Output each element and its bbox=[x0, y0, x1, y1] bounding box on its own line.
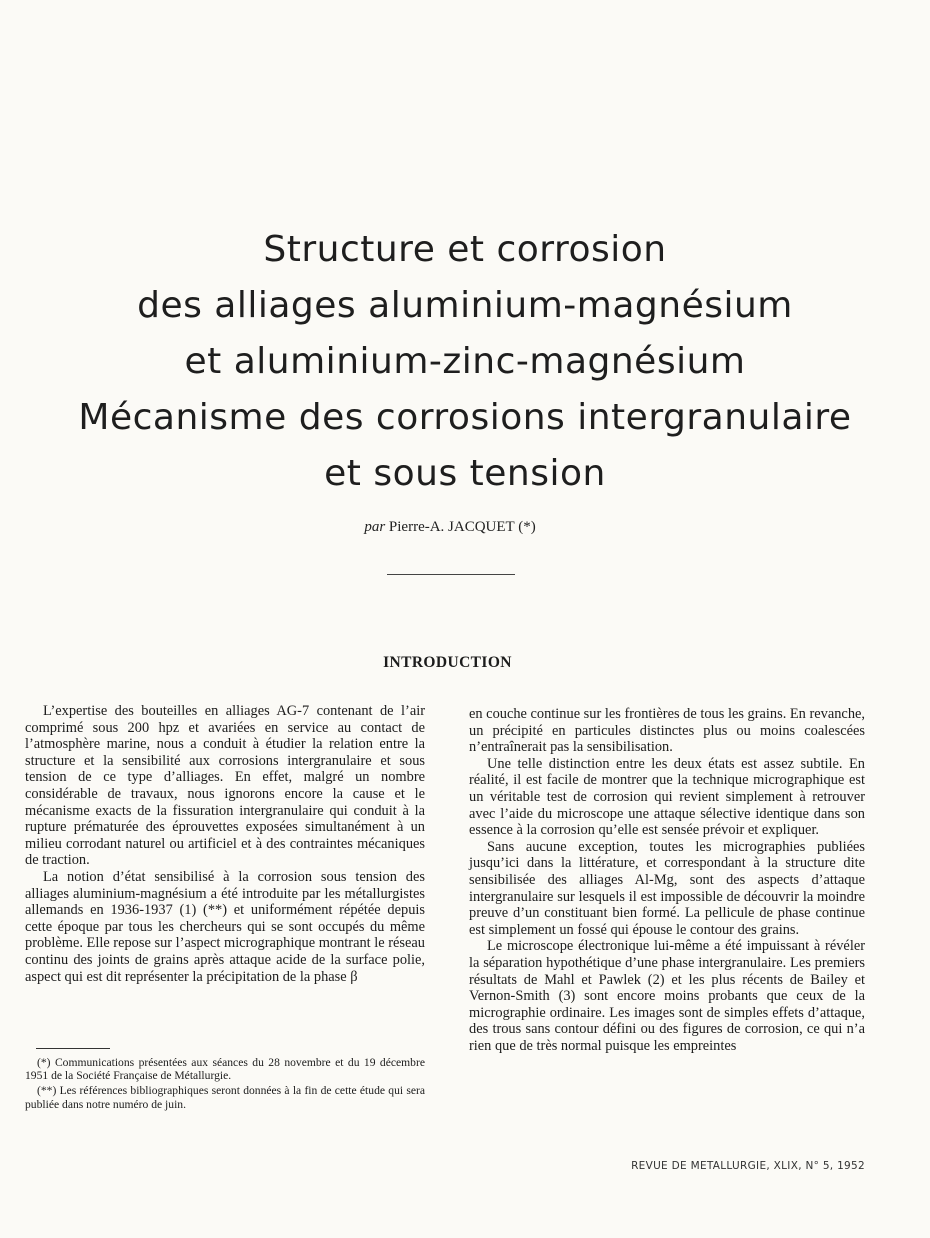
right-column bbox=[469, 706, 865, 1054]
title-line: Structure et corrosion bbox=[263, 229, 667, 270]
paragraph: La notion d’état sensibilisé à la corrosion sous tension des alliages aluminium-magnésium a été introduite par les métallurgistes allemands en 1936-1937 (1) (**) et uniformément répétée depuis cette époque par tous les chercheurs qui se sont occupés du même problème. Elle repose sur l’aspect micrographique montrant le réseau continu des joints de grains après attaque acide de la surface polie, aspect qui est dit représenter la précipitation de la phase β bbox=[25, 868, 425, 985]
article-title bbox=[0, 222, 930, 502]
paragraph: Sans aucune exception, toutes les micrographies publiées jusqu’ici dans la littérature, et correspondant à la structure dite sensibilisée des alliages Al-Mg, sont des aspects d’attaque intergranulaire sur lesquels il est impossible de découvrir la moindre preuve d’un constituant bien formé. La pellicule de phase continue est simplement un fossé qui épouse le contour des grains. bbox=[469, 838, 865, 938]
title-line: et aluminium-zinc-magnésium bbox=[184, 341, 746, 382]
left-column bbox=[25, 703, 425, 985]
footnote: (*) Communications présentées aux séances du 28 novembre et du 19 décembre 1951 de la Société Française de Métallurgie. bbox=[25, 1056, 425, 1083]
author-name: Pierre-A. JACQUET (*) bbox=[388, 519, 536, 535]
paragraph: Une telle distinction entre les deux états est assez subtile. En réalité, il est facile de montrer que la technique micrographique est un véritable test de corrosion qui revient simplement à retrouver avec l’aide du microscope une attaque sélective identique dans son essence à la corrosion qu’elle est sensée prévoir et expliquer. bbox=[469, 755, 865, 839]
paragraph: Le microscope électronique lui-même a été impuissant à révéler la séparation hypothétique d’une phase intergranulaire. Les premiers résultats de Mahl et Pawlek (2) et les plus récents de Bailey et Vernon-Smith (3) sont encore moins probants que ceux de la micrographie ordinaire. Les images sont de simples effets d’attaque, des trous sans contour défini ou des figures de corrosion, ce qui n’a rien que de très normal puisque les empreintes bbox=[469, 938, 865, 1054]
section-heading: INTRODUCTION bbox=[383, 654, 512, 671]
title-divider bbox=[387, 574, 515, 575]
byline bbox=[0, 519, 900, 536]
title-line: Mécanisme des corrosions intergranulaire bbox=[78, 397, 852, 438]
title-line: et sous tension bbox=[324, 453, 606, 494]
paragraph: L’expertise des bouteilles en alliages AG-7 contenant de l’air comprimé sous 200 hpz et avariées en service au contact de l’atmosphère marine, nous a conduit à étudier la relation entre la structure et la sensibilité aux corrosions intergranulaire et sous tension de ce type d’alliages. En effet, malgré un nombre considérable de travaux, nous ignorons encore la cause et le mécanisme exacts de la fissuration intergranulaire qui conduit à la rupture prématurée des éprouvettes exposées simultanément à un milieu corrodant naturel ou artificiel et à des contraintes mécaniques de traction. bbox=[25, 703, 425, 869]
title-line: des alliages aluminium-magnésium bbox=[137, 285, 793, 326]
byline-prefix: par bbox=[364, 519, 386, 535]
footnote: (**) Les références bibliographiques seront données à la fin de cette étude qui sera publiée dans notre numéro de juin. bbox=[25, 1084, 425, 1111]
paragraph: en couche continue sur les frontières de tous les grains. En revanche, un précipité en particules distinctes plus ou moins coalescées n’entraînerait pas la sensibilisation. bbox=[469, 706, 866, 756]
footnote-divider bbox=[36, 1048, 110, 1049]
footnotes bbox=[25, 1056, 425, 1113]
running-footer: REVUE DE METALLURGIE, XLIX, N° 5, 1952 bbox=[631, 1160, 865, 1172]
